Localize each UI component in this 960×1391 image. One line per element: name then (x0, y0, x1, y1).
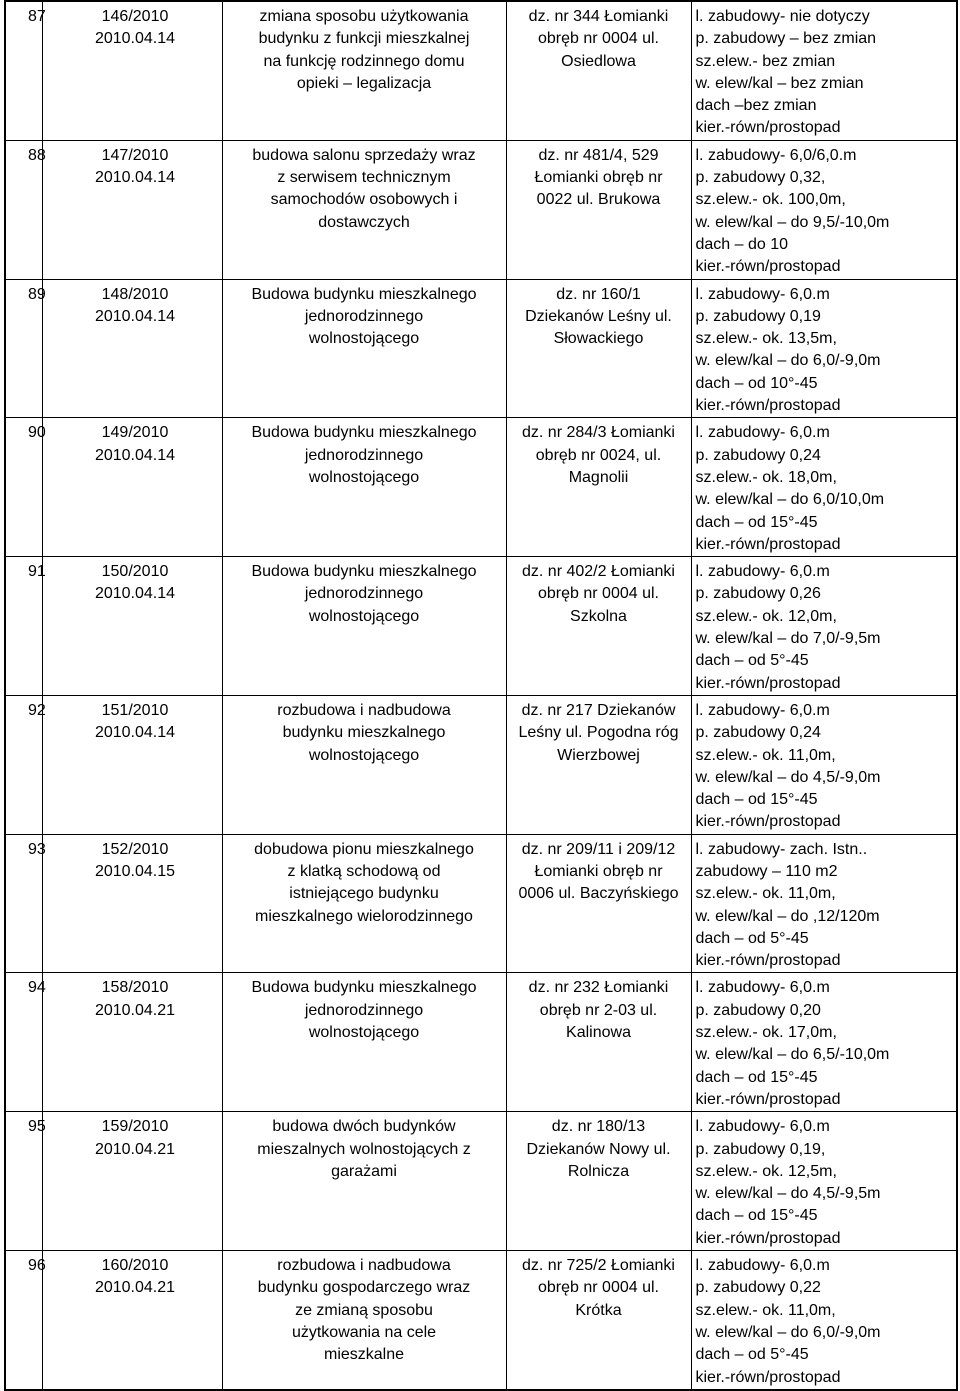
description-line: mieszkalnego wielorodzinnego (255, 907, 473, 925)
description-line: istniejącego budynku (289, 885, 439, 903)
description-line: Budowa budynku mieszkalnego (251, 979, 477, 997)
decision-number-cell (42, 834, 222, 973)
condition-line: w. elew/kal – do 4,5/-9,5m (695, 1185, 881, 1203)
condition-line: dach –bez zmian (695, 97, 817, 115)
condition-line: dach – od 15°-45 (695, 1207, 818, 1225)
description-line: wolnostojącego (308, 330, 420, 348)
description-line: użytkowania na cele (291, 1323, 437, 1341)
location-cell (506, 140, 691, 279)
table-row (5, 1251, 957, 1390)
condition-line: dach – od 15°-45 (695, 513, 818, 531)
row-number: 87 (28, 8, 46, 25)
description-line: opieki – legalizacja (296, 74, 432, 92)
table-row (5, 1, 957, 140)
location-line: dz. nr 232 Łomianki (528, 979, 669, 997)
condition-line: l. zabudowy- 6,0.m (695, 285, 830, 303)
decision-date: 2010.04.14 (94, 307, 176, 325)
decision-number: 159/2010 (101, 1118, 169, 1136)
description-line: budynku z funkcji mieszkalnej (258, 30, 470, 48)
investment-description-cell (222, 1, 506, 140)
building-conditions-cell (691, 1, 957, 140)
decision-date: 2010.04.14 (94, 30, 176, 48)
condition-line: dach – od 15°-45 (695, 1068, 818, 1086)
condition-line: kier.-równ/prostopad (695, 258, 841, 276)
investment-description-cell (222, 140, 506, 279)
condition-line: sz.elew.- ok. 100,0m, (695, 191, 846, 209)
condition-line: sz.elew.- ok. 11,0m, (695, 885, 836, 903)
decision-date: 2010.04.21 (94, 1140, 176, 1158)
description-line: jednorodzinnego (304, 1001, 424, 1019)
decision-date: 2010.04.14 (94, 585, 176, 603)
location-line: Rolnicza (567, 1162, 630, 1180)
decision-number-cell (42, 279, 222, 418)
description-line: wolnostojącego (308, 746, 420, 764)
decision-date: 2010.04.14 (94, 169, 176, 187)
description-line: jednorodzinnego (304, 585, 424, 603)
condition-line: kier.-równ/prostopad (695, 1090, 841, 1108)
location-line: Osiedlowa (561, 52, 636, 70)
condition-line: dach – od 10°-45 (695, 374, 818, 392)
condition-line: kier.-równ/prostopad (695, 119, 841, 137)
register-body (5, 1, 957, 1390)
building-conditions-cell (691, 1112, 957, 1251)
condition-line: kier.-równ/prostopad (695, 535, 841, 553)
row-number: 96 (28, 1257, 46, 1275)
location-line: 0022 ul. Brukowa (536, 191, 661, 209)
location-line: Dziekanów Leśny ul. (525, 307, 672, 325)
decision-number-cell (42, 140, 222, 279)
location-cell (506, 1251, 691, 1390)
row-number-cell (5, 557, 46, 696)
condition-line: w. elew/kal – bez zmian (695, 74, 864, 92)
decision-date: 2010.04.14 (94, 724, 176, 742)
row-number-cell (5, 140, 46, 279)
decision-number: 149/2010 (101, 424, 169, 442)
condition-line: l. zabudowy- 6,0/6,0.m (695, 146, 857, 164)
description-line: Budowa budynku mieszkalnego (251, 563, 477, 581)
description-line: garażami (331, 1162, 397, 1180)
location-line: dz. nr 160/1 (556, 285, 641, 303)
investment-description-cell (222, 557, 506, 696)
row-number: 93 (28, 840, 46, 858)
location-line: obręb nr 0004 ul. (538, 1279, 659, 1297)
location-line: dz. nr 284/3 Łomianki (522, 424, 675, 442)
location-cell (506, 557, 691, 696)
condition-line: sz.elew.- ok. 18,0m, (695, 468, 837, 486)
location-line: dz. nr 725/2 Łomianki (522, 1257, 675, 1275)
decision-number: 151/2010 (101, 701, 169, 719)
location-line: Wierzbowej (557, 746, 640, 764)
row-number: 89 (28, 285, 46, 303)
investment-description-cell (222, 973, 506, 1112)
location-line: obręb nr 0004 ul. (538, 30, 659, 48)
condition-line: dach – od 5°-45 (695, 929, 809, 947)
table-row (5, 140, 957, 279)
description-line: mieszkalne (323, 1346, 405, 1364)
condition-line: l. zabudowy- 6,0.m (695, 701, 830, 719)
condition-line: w. elew/kal – do 4,5/-9,0m (695, 768, 881, 786)
investment-description-cell (222, 834, 506, 973)
description-line: dobudowa pionu mieszkalnego (254, 840, 474, 858)
condition-line: kier.-równ/prostopad (695, 1229, 841, 1247)
building-conditions-cell (691, 557, 957, 696)
condition-line: l. zabudowy- 6,0.m (695, 424, 830, 442)
table-row (5, 973, 957, 1112)
location-line: Krótka (575, 1301, 622, 1319)
description-line: wolnostojącego (308, 1024, 420, 1042)
location-cell (506, 695, 691, 834)
condition-line: sz.elew.- ok. 11,0m, (695, 1301, 836, 1319)
investment-description-cell (222, 695, 506, 834)
building-conditions-cell (691, 279, 957, 418)
condition-line: p. zabudowy 0,26 (695, 585, 821, 603)
location-line: obręb nr 0024, ul. (535, 446, 662, 464)
decision-number: 147/2010 (101, 146, 169, 164)
decision-date: 2010.04.21 (94, 1001, 176, 1019)
location-line: Dziekanów Nowy ul. (526, 1140, 671, 1158)
location-cell (506, 1, 691, 140)
location-line: dz. nr 402/2 Łomianki (522, 563, 675, 581)
row-number-cell (5, 1, 46, 140)
condition-line: p. zabudowy 0,19, (695, 1140, 826, 1158)
condition-line: sz.elew.- ok. 17,0m, (695, 1024, 837, 1042)
location-line: dz. nr 217 Dziekanów (521, 701, 676, 719)
condition-line: l. zabudowy- 6,0.m (695, 563, 830, 581)
investment-description-cell (222, 1112, 506, 1251)
condition-line: dach – do 10 (695, 235, 789, 253)
decision-number-cell (42, 418, 222, 557)
building-conditions-cell (691, 973, 957, 1112)
description-line: rozbudowa i nadbudowa (277, 701, 451, 719)
location-cell (506, 279, 691, 418)
condition-line: sz.elew.- ok. 12,0m, (695, 607, 837, 625)
location-line: dz. nr 344 Łomianki (528, 8, 669, 25)
table-row (5, 834, 957, 973)
decision-date: 2010.04.21 (94, 1279, 176, 1297)
building-conditions-cell (691, 418, 957, 557)
decision-number-cell (42, 557, 222, 696)
description-line: jednorodzinnego (304, 446, 424, 464)
description-line: rozbudowa i nadbudowa (277, 1257, 451, 1275)
building-conditions-cell (691, 1251, 957, 1390)
description-line: z serwisem technicznym (277, 169, 451, 187)
condition-line: zabudowy – 110 m2 (695, 862, 838, 880)
description-line: jednorodzinnego (304, 307, 424, 325)
description-line: Budowa budynku mieszkalnego (251, 424, 477, 442)
row-number-cell (5, 1112, 46, 1251)
description-line: wolnostojącego (308, 468, 420, 486)
condition-line: dach – od 5°-45 (695, 1346, 809, 1364)
condition-line: sz.elew.- ok. 12,5m, (695, 1162, 837, 1180)
row-number-cell (5, 834, 46, 973)
location-cell (506, 418, 691, 557)
description-line: budowa dwóch budynków (272, 1118, 456, 1136)
decision-number-cell (42, 1251, 222, 1390)
condition-line: l. zabudowy- zach. Istn.. (695, 840, 868, 858)
condition-line: w. elew/kal – do 6,0/10,0m (695, 491, 885, 509)
description-line: zmiana sposobu użytkowania (259, 8, 469, 25)
permit-register-table (4, 0, 958, 1391)
decision-number: 150/2010 (101, 563, 169, 581)
row-number-cell (5, 1251, 46, 1390)
location-line: obręb nr 2-03 ul. (539, 1001, 658, 1019)
location-line: Słowackiego (553, 330, 644, 348)
condition-line: p. zabudowy 0,20 (695, 1001, 821, 1019)
condition-line: kier.-równ/prostopad (695, 813, 841, 831)
building-conditions-cell (691, 834, 957, 973)
decision-number-cell (42, 695, 222, 834)
description-line: Budowa budynku mieszkalnego (251, 285, 477, 303)
table-row (5, 418, 957, 557)
location-line: Szkolna (570, 607, 627, 625)
condition-line: p. zabudowy 0,24 (695, 446, 821, 464)
row-number-cell (5, 279, 46, 418)
location-line: dz. nr 180/13 (551, 1118, 646, 1136)
table-row (5, 695, 957, 834)
condition-line: p. zabudowy 0,19 (695, 307, 821, 325)
building-conditions-cell (691, 140, 957, 279)
condition-line: sz.elew.- bez zmian (695, 52, 836, 70)
decision-number: 146/2010 (101, 8, 169, 25)
decision-number-cell (42, 1112, 222, 1251)
condition-line: p. zabudowy – bez zmian (695, 30, 877, 48)
investment-description-cell (222, 1251, 506, 1390)
description-line: mieszalnych wolnostojących z (257, 1140, 471, 1158)
description-line: dostawczych (318, 213, 410, 231)
description-line: ze zmianą sposobu (295, 1301, 433, 1319)
location-cell (506, 973, 691, 1112)
condition-line: sz.elew.- ok. 13,5m, (695, 330, 837, 348)
condition-line: p. zabudowy 0,22 (695, 1279, 821, 1297)
row-number: 94 (28, 979, 46, 997)
table-row (5, 279, 957, 418)
condition-line: kier.-równ/prostopad (695, 674, 841, 692)
description-line: budynku mieszkalnego (282, 724, 446, 742)
table-row (5, 557, 957, 696)
location-cell (506, 834, 691, 973)
table-row (5, 1112, 957, 1251)
location-cell (506, 1112, 691, 1251)
location-line: Leśny ul. Pogodna róg (518, 724, 679, 742)
row-number: 95 (28, 1118, 46, 1136)
condition-line: w. elew/kal – do 7,0/-9,5m (695, 630, 881, 648)
location-line: dz. nr 209/11 i 209/12 (521, 840, 676, 858)
condition-line: w. elew/kal – do 9,5/-10,0m (695, 213, 890, 231)
condition-line: w. elew/kal – do 6,0/-9,0m (695, 1323, 881, 1341)
condition-line: sz.elew.- ok. 11,0m, (695, 746, 836, 764)
description-line: wolnostojącego (308, 607, 420, 625)
location-line: dz. nr 481/4, 529 (538, 146, 659, 164)
row-number: 92 (28, 701, 46, 719)
investment-description-cell (222, 418, 506, 557)
description-line: budynku gospodarczego wraz (257, 1279, 471, 1297)
condition-line: kier.-równ/prostopad (695, 1368, 841, 1386)
condition-line: l. zabudowy- 6,0.m (695, 1118, 830, 1136)
location-line: Kalinowa (566, 1024, 631, 1042)
investment-description-cell (222, 279, 506, 418)
decision-number: 148/2010 (101, 285, 169, 303)
row-number: 91 (28, 563, 46, 581)
location-line: Łomianki obręb nr (534, 862, 663, 880)
description-line: samochodów osobowych i (270, 191, 458, 209)
condition-line: w. elew/kal – do ,12/120m (695, 907, 880, 925)
condition-line: kier.-równ/prostopad (695, 952, 841, 970)
condition-line: l. zabudowy- 6,0.m (695, 1257, 830, 1275)
location-line: obręb nr 0004 ul. (538, 585, 659, 603)
decision-date: 2010.04.14 (94, 446, 176, 464)
condition-line: p. zabudowy 0,24 (695, 724, 821, 742)
decision-number: 160/2010 (101, 1257, 169, 1275)
condition-line: dach – od 15°-45 (695, 791, 818, 809)
condition-line: dach – od 5°-45 (695, 652, 809, 670)
decision-number: 152/2010 (101, 840, 169, 858)
condition-line: l. zabudowy- 6,0.m (695, 979, 830, 997)
condition-line: kier.-równ/prostopad (695, 397, 841, 415)
description-line: z klatką schodową od (287, 862, 441, 880)
row-number-cell (5, 695, 46, 834)
condition-line: p. zabudowy 0,32, (695, 169, 826, 187)
decision-number-cell (42, 1, 222, 140)
description-line: na funkcję rodzinnego domu (263, 52, 465, 70)
row-number-cell (5, 418, 46, 557)
row-number: 88 (28, 146, 46, 164)
decision-date: 2010.04.15 (94, 862, 176, 880)
condition-line: w. elew/kal – do 6,0/-9,0m (695, 352, 881, 370)
description-line: budowa salonu sprzedaży wraz (252, 146, 476, 164)
condition-line: l. zabudowy- nie dotyczy (695, 8, 870, 25)
condition-line: w. elew/kal – do 6,5/-10,0m (695, 1046, 890, 1064)
building-conditions-cell (691, 695, 957, 834)
location-line: Magnolii (568, 468, 629, 486)
location-line: Łomianki obręb nr (534, 169, 663, 187)
row-number-cell (5, 973, 46, 1112)
decision-number: 158/2010 (101, 979, 169, 997)
row-number: 90 (28, 424, 46, 442)
decision-number-cell (42, 973, 222, 1112)
location-line: 0006 ul. Baczyńskiego (518, 885, 679, 903)
